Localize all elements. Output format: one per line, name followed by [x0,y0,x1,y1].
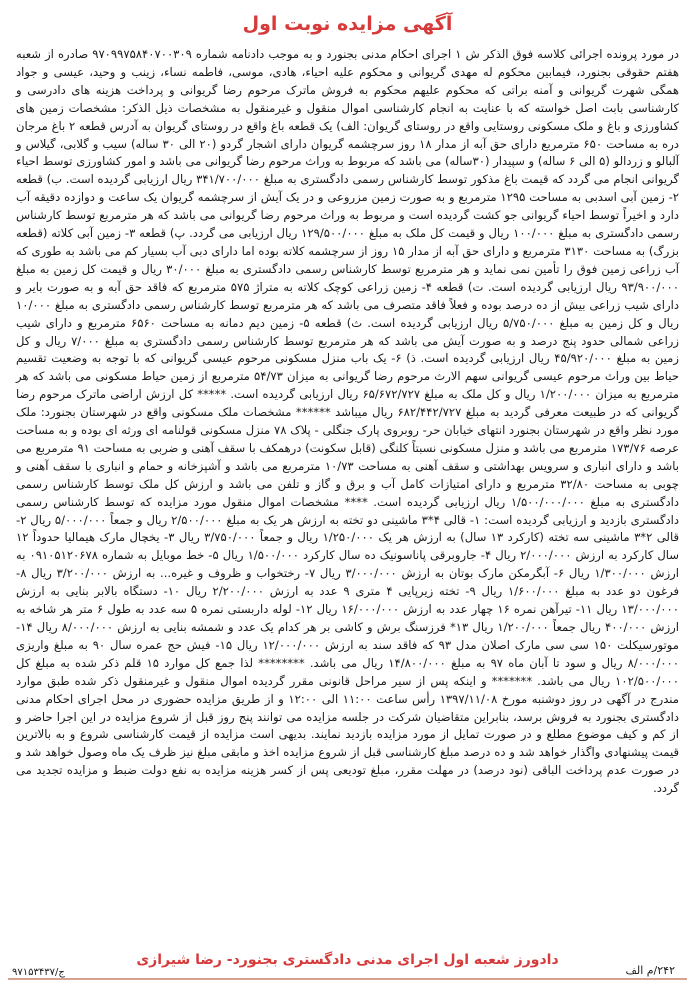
document-code: ج/۹۷۱۵۳۴۳۷ [12,967,65,978]
notice-header [6,4,689,46]
reference-number: ۲۴۲/م الف [625,964,675,977]
bottom-divider [8,978,687,980]
notice-title: آگهی مزایده نوبت اول [242,13,453,35]
notice-body [6,46,689,946]
notice-body-text: در مورد پرونده اجرائی کلاسه فوق الذکر ش ۱ اجرای احکام مدنی بجنورد و به موجب دادنامه شماره ۹۷۰۹۹۷۵۸۴۰۷۰۰۳۰۹ صادره از شعبه هفتم حقوقی بجنورد، فیمابین محکوم له مهدی گریوانی و محکوم علیه احیاء، هادی، موسی، فاطمه نساء، زینب و وحید، عیسی و جواد همگی شهرت گریوانی و آمنه براتی که محکوم علیهم محکوم به فروش ماترک مرحوم رضا گریوانی و پرداخت هزینه های دادرسی و کارشناسی بابت اصل خواسته که با عنایت به انجام کارشناسی اموال منقول و غیرمنقول به مشخصات ذیل الذکر: مشخصات زمین های کشاورزی و باغ و ملک مسکونی روستایی واقع در روستای گریوان: الف) یک قطعه باغ واقع در روستای گریوان به آدرس قطعه ۲ باغ مرجان دره به مساحت ۶۵۰ مترمربع دارای حق آبه از مدار ۱۸ روز سرچشمه گریوان دارای اشجار گردو (۲۰ الی ۳۰ ساله) سیب و گلابی، گیلاس و آلبالو و زردالو (۵ الی ۶ ساله) و سپیدار (۳۰ساله) می باشد که مربوط به وراث مرحوم رضا گریوانی می باشد و امور کشاورزی توسط احیاء گریوانی انجام می گردد که قیمت باغ مذکور توسط کارشناس رسمی دادگستری به مبلغ ۳۴۱/۷۰۰/۰۰۰ ریال ارزیابی گردیده است. ب) قطعه ۲- زمین آبی اسدبی به مساحت ۱۲۹۵ مترمربع و به صورت زمین مزروعی و در یک آیش از سرچشمه گریوان یک ساعت و دوازده دقیقه آب دارد و اخیراً توسط احیاء گریوانی جو کشت گردیده است و مربوط به وراث مرحوم رضا گریوانی می باشد که هر مترمربع توسط کارشناس رسمی دادگستری به مبلغ ۱۰۰/۰۰۰ ریال و قیمت کل ملک به مبلغ ۱۲۹/۵۰۰/۰۰۰ ریال ارزیابی می گردد. پ) قطعه ۳- زمین آبی کلاته (قطعه بزرگ) به مساحت ۳۱۳۰ مترمربع و دارای حق آبه از مدار ۱۵ روز از سرچشمه کلاته بوده اما دارای دبی آب بسیار کم می باشد به طوری که آب زراعی زمین فوق را تأمین نمی نماید و هر مترمربع توسط کارشناس رسمی دادگستری به مبلغ ۳۰/۰۰۰ ریال و قیمت کل زمین به مبلغ ۹۳/۹۰۰/۰۰۰ ریال ارزیابی گردیده است. ت) قطعه ۴- زمین زراعی کوچک کلاته به متراژ ۵۷۵ مترمربع که فاقد حق آبه و به صورت بایر و دارای شیب زراعی بیش از ده درصد بوده و فعلاً فاقد متصرف می باشد که هر مترمربع توسط کارشناس رسمی دادگستری به مبلغ ۱۰/۰۰۰ ریال و کل زمین به مبلغ ۵/۷۵۰/۰۰۰ ریال ارزیابی گردیده است. ث) قطعه ۵- زمین دیم دمانه به مساحت ۶۵۶۰ مترمربع و دارای شیب زراعی شمالی حدود پنج درصد و به صورت آیش می باشد که هر مترمربع توسط کارشناس رسمی دادگستری به مبلغ ۷/۰۰۰ ریال و کل زمین به مبلغ ۴۵/۹۲۰/۰۰۰ ریال ارزیابی گردیده است. ذ) ۶- یک باب منزل مسکونی مرحوم عیسی گریوانی که با توجه به وضعیت تقسیم حیاط بین وراث مرحوم عیسی گریوانی سهم الارث مرحوم رضا گریوانی به میزان ۵۴/۷۳ مترمربع از زمین حیاط مسکونی می باشد که هر مترمربع به میزان ۱/۲۰۰/۰۰۰ ریال و کل ملک به مبلغ ۶۵/۶۷۲/۷۲۷ ریال ارزیابی گردیده است. ***** کل ارزش اراضی ماترک مرحوم رضا گریوانی که در طبیعت معرفی گردید به مبلغ ۶۸۲/۴۴۲/۷۲۷ ریال میباشد ****** مشخصات ملک مسکونی واقع در شهرستان بجنورد: ملک مورد نظر واقع در شهرستان بجنورد انتهای خیابان حر- روبروی پارک جنگلی - پلاک ۷۸ منزل مسکونی قولنامه ای ورثه ای بوده و به مساحت عرصه ۱۷۳/۷۶ مترمربع می باشد و منزل مسکونی نسبتاً کلنگی (قابل سکونت) درهمکف با سقف آهنی و ضربی به مساحت ۹۱ مترمربع می باشد و دارای انباری و سرویس بهداشتی و سقف آهنی به مساحت ۱۰/۷۳ مترمربع می باشد و آشپزخانه و حمام و انباری با سقف آهنی و چوبی به مساحت ۳۲/۸۰ مترمربع و دارای امتیازات کامل آب و برق و گاز و تلفن می باشد و ارزش کل ملک توسط کارشناس رسمی دادگستری به مبلغ ۱/۵۰۰/۰۰۰/۰۰۰ ریال ارزیابی گردیده است. **** مشخصات اموال منقول مورد مزایده که توسط کارشناس رسمی دادگستری بازدید و ارزیابی گردیده است: ۱- قالی ۴*۳ ماشینی دو تخته به ارزش هر یک به مبلغ ۲/۵۰۰/۰۰۰ ریال و جمعاً ۵/۰۰۰/۰۰۰ ریال ۲- قالی ۲*۳ ماشینی سه تخته (کارکرد ۱۳ سال) به ارزش هر یک ۱/۲۵۰/۰۰۰ ریال و جمعاً ۳/۷۵۰/۰۰۰ ریال ۳- یخچال مارک هیمالیا حدوداً ۱۲ سال کارکرد به ارزش ۲/۰۰۰/۰۰۰ ریال ۴- جاروبرقی پاناسونیک ده سال کارکرد ۱/۵۰۰/۰۰۰ ریال ۵- خط موبایل به شماره ۰۹۱۰۵۱۲۰۶۷۸ به ارزش ۱/۳۰۰/۰۰۰ ریال ۶- آبگرمکن مارک بوتان به ارزش ۳/۰۰۰/۰۰۰ ریال ۷- رختخواب و ظروف و غیره... به ارزش ۳/۲۰۰/۰۰۰ ریال ۸- فرغون دو عدد به مبلغ ۱/۶۰۰/۰۰۰ ریال ۹- تخته زیرپایی ۴ متری ۹ عدد به ارزش ۲/۲۰۰/۰۰۰ ریال ۱۰- دستگاه بالابر بنایی به ارزش ۱۳/۰۰۰/۰۰۰ ریال ۱۱- تیرآهن نمره ۱۶ چهار عدد به ارزش ۱۶/۰۰۰/۰۰۰ ریال ۱۲- لوله داربستی نمره ۵ سه عدد به طول ۶ متر هر شاخه به ارزش ۴۰۰/۰۰۰ ریال جمعاً ۱/۲۰۰/۰۰۰ ریال ۱۳* فرزسنگ برش و کاشی بر هر کدام یک عدد و شمشه بنایی به ارزش ۸/۰۰۰/۰۰۰ ریال ۱۴- موتورسیکلت ۱۵۰ سی سی مارک اصلان مدل ۹۳ که فاقد سند به ارزش ۱۲/۰۰۰/۰۰۰ ریال ۱۵- فیش حج عمره سال ۹۰ به مبلغ واریزی ۸/۰۰۰/۰۰۰ ریال و سود تا آبان ماه ۹۷ به مبلغ ۱۴/۸۰۰/۰۰۰ ریال می باشد. ******** لذا جمع کل موارد ۱۵ قلم ذکر شده به مبلغ کل ۱۰۲/۵۰۰/۰۰۰ ریال می باشد. ******* و اینکه پس از سیر مراحل قانونی مقرر گردیده اموال منقول و غیرمنقول ذکر شده طبق موارد مندرج در آگهی در روز دوشنبه مورخ ۱۳۹۷/۱۱/۰۸ رأس ساعت ۱۱:۰۰ الی ۱۲:۰۰ و از طریق مزایده حضوری در محل اجرای احکام مدنی دادگستری بجنورد به فروش برسد، بنابراین متقاضیان شرکت در جلسه مزایده می توانند پنج روز قبل از شروع مزایده در این اجرا حاضر و از کم و کیف موضوع مطلع و در صورت تمایل از مورد مزایده بازدید نمایند. بدیهی است مزایده از قیمت کارشناسی شروع و به بالاترین قیمت پیشنهادی واگذار خواهد شد و ده درصد مبلغ کارشناسی قبل از شروع مزایده اخذ و مابقی مبلغ نیز ظرف یک ماه وصول خواهد شد و در صورت عدم پرداخت الباقی (نود درصد) در مهلت مقرر، مبلغ تودیعی پس از کسر هزینه مزایده به نفع دولت ضبط و مزایده تجدید می گردد. [16,47,680,796]
signature-line: دادورز شعبه اول اجرای مدنی دادگستری بجنورد- رضا شیرازی [136,952,559,968]
